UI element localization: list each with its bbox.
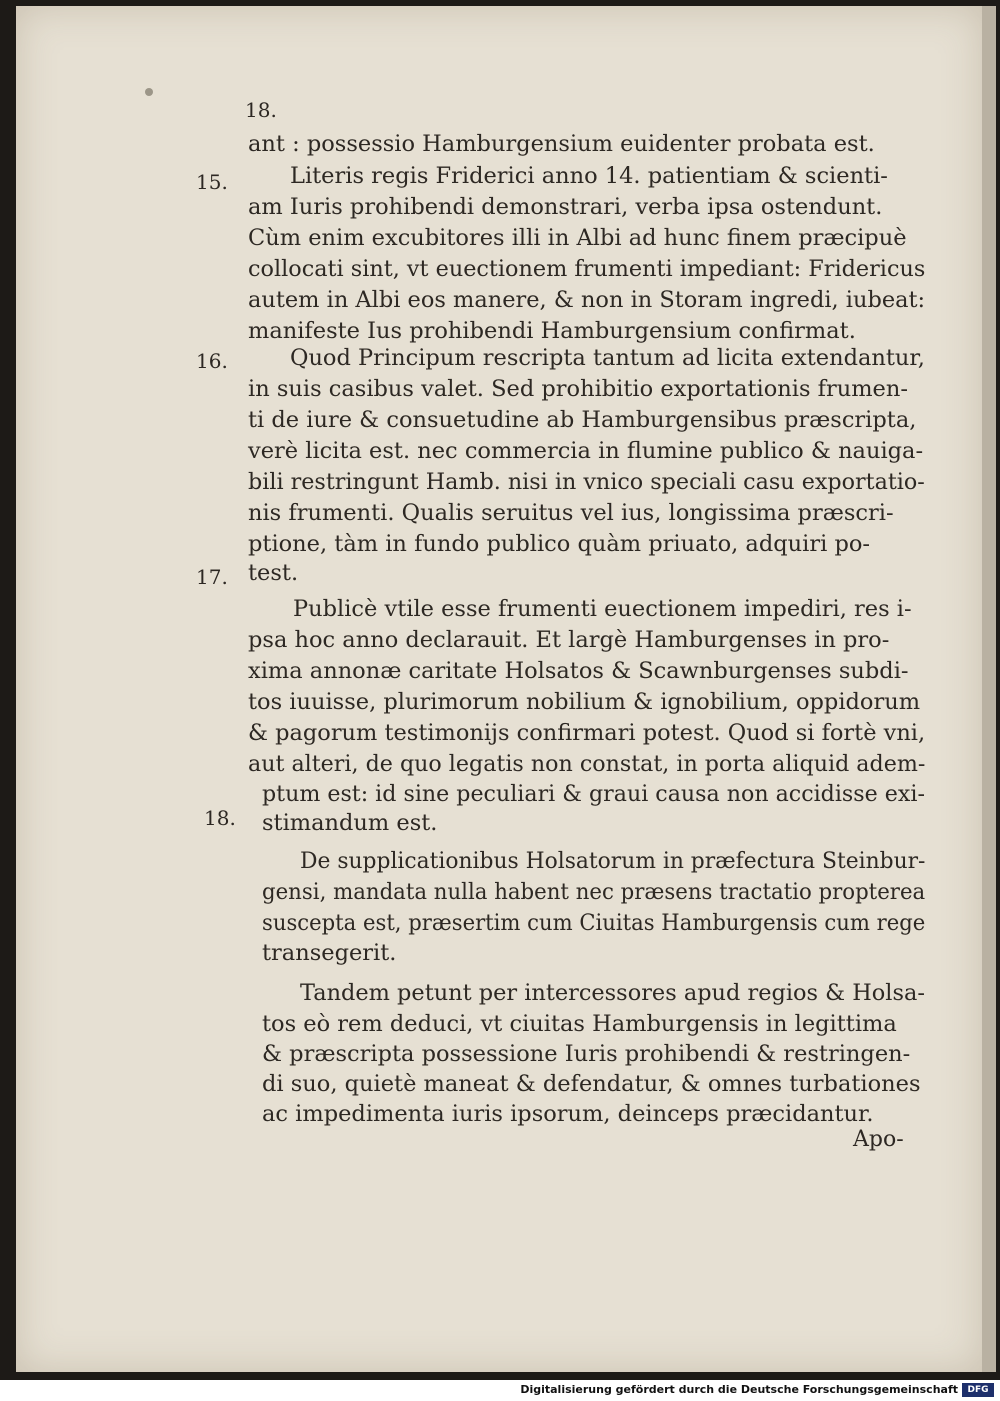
page-edge: [982, 6, 996, 1372]
text-line: ptum est: id sine peculiari & graui causa non accidisse exi-: [262, 781, 925, 807]
text-line: manifeste Ius prohibendi Hamburgensium confirmat.: [248, 318, 856, 344]
text-line: xima annonæ caritate Holsatos & Scawnburgenses subdi-: [248, 658, 909, 684]
text-line: gensi, mandata nulla habent nec præsens tractatio propterea: [262, 879, 926, 905]
text-line: psa hoc anno declarauit. Et largè Hamburgenses in pro-: [248, 627, 890, 653]
text-line: ptione, tàm in fundo publico quàm priuato, adquiri po-: [248, 531, 870, 557]
text-line: Literis regis Friderici anno 14. patientiam & scienti-: [290, 163, 888, 189]
text-line: ant : possessio Hamburgensium euidenter probata est.: [248, 131, 875, 157]
text-line: nis frumenti. Qualis seruitus vel ius, longissima præscri-: [248, 500, 894, 526]
margin-number: 16.: [196, 349, 228, 373]
dfg-logo-icon: DFG: [962, 1383, 994, 1397]
text-line: autem in Albi eos manere, & non in Storam ingredi, iubeat:: [248, 287, 926, 313]
text-line: ti de iure & consuetudine ab Hamburgensibus præscripta,: [248, 407, 917, 433]
paper-stain: [145, 88, 153, 96]
text-line: suscepta est, præsertim cum Ciuitas Hamburgensis cum rege: [262, 910, 926, 936]
text-line: am Iuris prohibendi demonstrari, verba ipsa ostendunt.: [248, 194, 883, 220]
text-line: & pagorum testimonijs confirmari potest. Quod si fortè vni,: [248, 720, 926, 746]
text-line: stimandum est.: [262, 810, 438, 836]
text-line: bili restringunt Hamb. nisi in vnico speciali casu exportatio-: [248, 469, 925, 495]
text-line: Publicè vtile esse frumenti euectionem impediri, res i-: [293, 596, 912, 622]
footer-bar: [0, 1380, 1000, 1401]
text-line: De supplicationibus Holsatorum in præfectura Steinbur-: [300, 848, 926, 874]
text-line: verè licita est. nec commercia in flumine publico & nauiga-: [248, 438, 924, 464]
text-line: aut alteri, de quo legatis non constat, in porta aliquid adem-: [248, 751, 926, 777]
text-line: collocati sint, vt euectionem frumenti impediant: Fridericus: [248, 256, 926, 282]
margin-number: 18.: [204, 806, 236, 830]
text-line: in suis casibus valet. Sed prohibitio exportationis frumen-: [248, 376, 908, 402]
text-line: tos iuuisse, plurimorum nobilium & ignobilium, oppidorum: [248, 689, 921, 715]
text-line: Tandem petunt per intercessores apud regios & Holsa-: [300, 980, 925, 1006]
text-line: tos eò rem deduci, vt ciuitas Hamburgensis in legittima: [262, 1011, 897, 1037]
text-line: transegerit.: [262, 940, 397, 966]
text-line: Cùm enim excubitores illi in Albi ad hunc finem præcipuè: [248, 225, 907, 251]
text-line: & præscripta possessione Iuris prohibendi & restringen-: [262, 1041, 911, 1067]
margin-number: 17.: [196, 565, 228, 589]
text-line: di suo, quietè maneat & defendatur, & omnes turbationes: [262, 1071, 921, 1097]
margin-number: 15.: [196, 170, 228, 194]
page-number: 18.: [245, 98, 277, 122]
text-line: Quod Principum rescripta tantum ad licita extendantur,: [290, 345, 925, 371]
text-line: test.: [248, 560, 299, 586]
footer-credit: Digitalisierung gefördert durch die Deutsche Forschungsgemeinschaft: [520, 1383, 958, 1396]
catchword: Apo-: [853, 1127, 904, 1152]
text-line: ac impedimenta iuris ipsorum, deinceps præcidantur.: [262, 1101, 874, 1127]
